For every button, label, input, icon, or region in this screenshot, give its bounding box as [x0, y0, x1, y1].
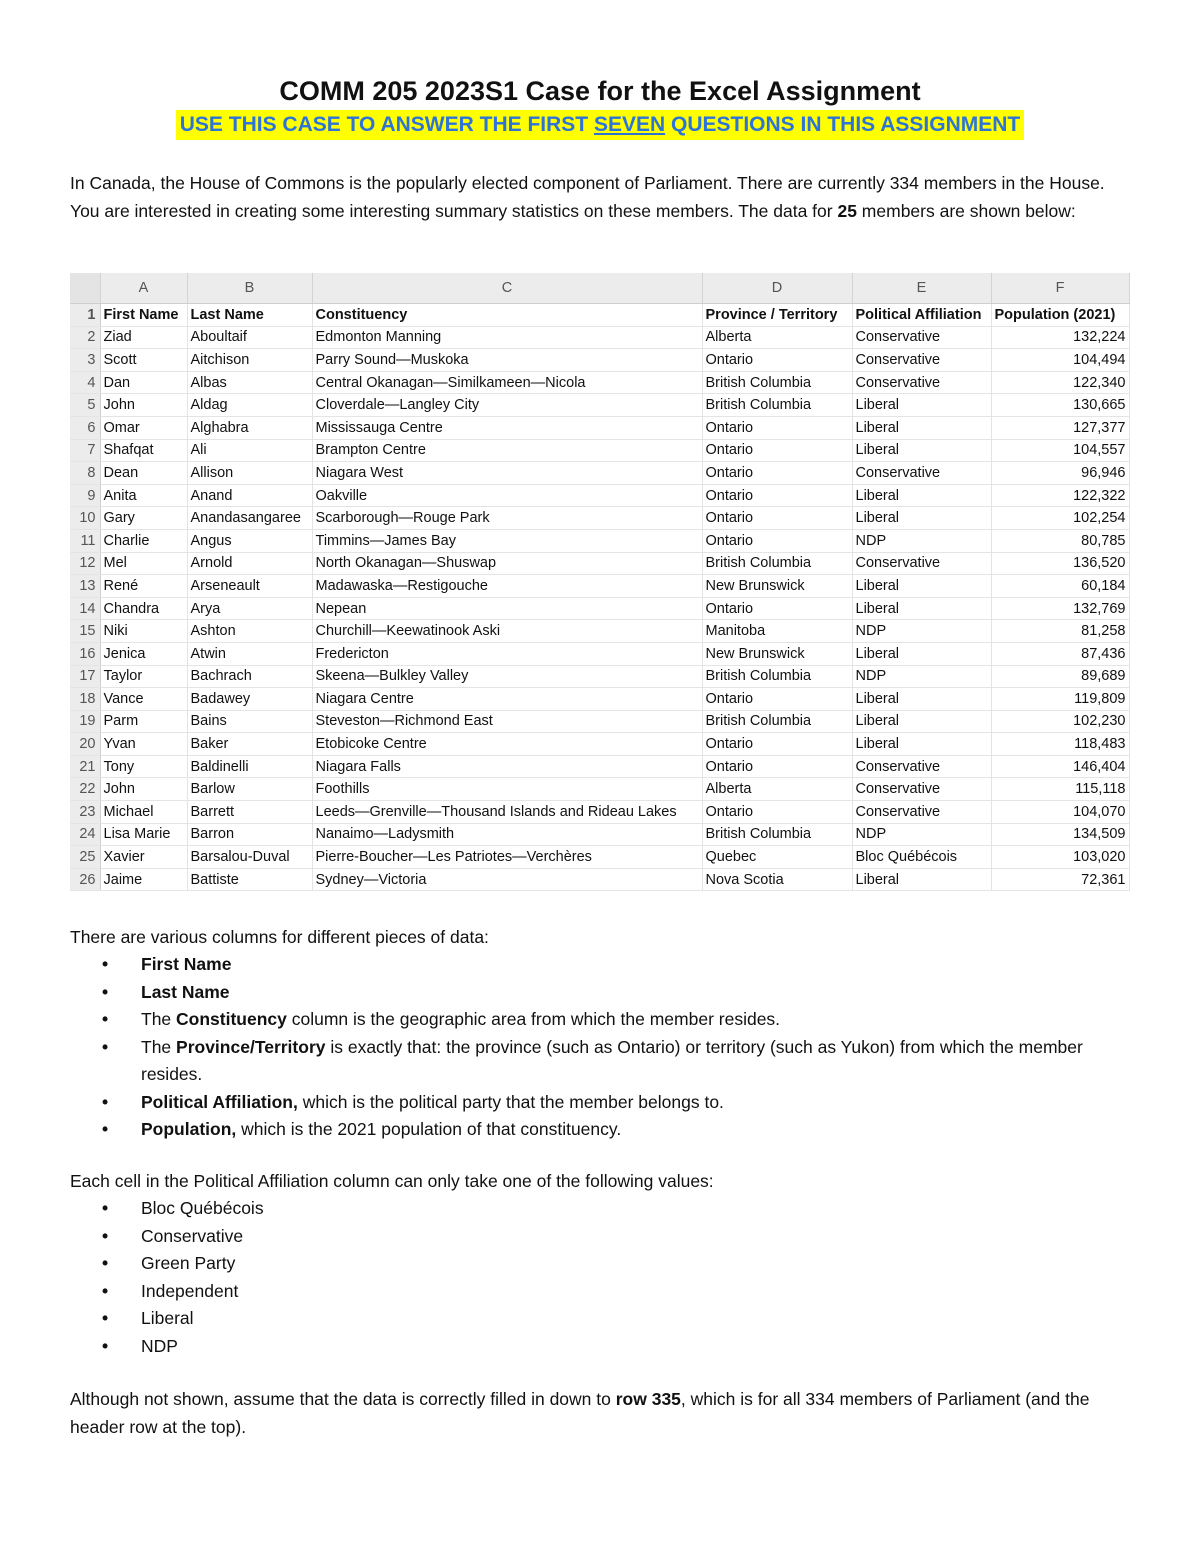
table-cell[interactable]: Nova Scotia — [702, 868, 852, 891]
table-cell[interactable]: Ziad — [100, 326, 187, 349]
table-cell[interactable]: Ontario — [702, 484, 852, 507]
table-cell[interactable]: Churchill—Keewatinook Aski — [312, 620, 702, 643]
table-cell[interactable]: 81,258 — [991, 620, 1129, 643]
table-cell[interactable]: Conservative — [852, 801, 991, 824]
row-number[interactable]: 15 — [70, 620, 100, 643]
item-post: is exactly that: the province (such as Ontario) or territory (such as Yukon) from which the member resides. — [141, 1036, 1083, 1084]
table-cell[interactable]: 122,340 — [991, 371, 1129, 394]
row-number[interactable]: 26 — [70, 868, 100, 891]
table-cell[interactable]: Dan — [100, 371, 187, 394]
table-cell[interactable]: John — [100, 394, 187, 417]
table-cell[interactable]: Leeds—Grenville—Thousand Islands and Rideau Lakes — [312, 801, 702, 824]
table-cell[interactable]: 103,020 — [991, 846, 1129, 869]
table-cell[interactable]: Taylor — [100, 665, 187, 688]
row-number[interactable]: 24 — [70, 823, 100, 846]
table-cell[interactable]: Liberal — [852, 416, 991, 439]
header-row — [70, 304, 1129, 327]
item-bold: Province/Territory — [176, 1036, 326, 1057]
table-cell[interactable]: Tony — [100, 755, 187, 778]
table-cell[interactable]: Ontario — [702, 597, 852, 620]
spreadsheet-table — [70, 273, 1130, 891]
table-cell[interactable]: 132,224 — [991, 326, 1129, 349]
intro-part1: In Canada, the House of Commons is the popularly elected component of Parliament. There are currently 334 members in the House. You are interested in creating some interesting summary statistics on these members. The data for — [70, 173, 1105, 221]
table-cell[interactable]: Baker — [187, 733, 312, 756]
column-letter[interactable]: F — [991, 273, 1129, 304]
table-cell[interactable]: Nanaimo—Ladysmith — [312, 823, 702, 846]
table-cell[interactable]: Niki — [100, 620, 187, 643]
table-cell[interactable]: Conservative — [852, 778, 991, 801]
table-cell[interactable]: Yvan — [100, 733, 187, 756]
list-item — [70, 1006, 1130, 1034]
table-cell[interactable]: 122,322 — [991, 484, 1129, 507]
table-cell[interactable]: Omar — [100, 416, 187, 439]
row-number[interactable]: 23 — [70, 801, 100, 824]
table-cell[interactable]: Angus — [187, 529, 312, 552]
subtitle-after: QUESTIONS IN THIS ASSIGNMENT — [665, 113, 1021, 136]
sheet-corner[interactable] — [70, 273, 100, 304]
table-cell[interactable]: Lisa Marie — [100, 823, 187, 846]
table-cell[interactable]: Barsalou-Duval — [187, 846, 312, 869]
table-cell[interactable]: British Columbia — [702, 552, 852, 575]
columns-list — [70, 951, 1130, 1144]
table-cell[interactable]: 104,070 — [991, 801, 1129, 824]
closing-part1: Although not shown, assume that the data is correctly filled in down to — [70, 1389, 616, 1409]
table-cell[interactable]: 102,254 — [991, 507, 1129, 530]
row-number[interactable]: 12 — [70, 552, 100, 575]
column-letter[interactable]: D — [702, 273, 852, 304]
table-row — [70, 846, 1129, 869]
affiliation-value: Green Party — [141, 1253, 236, 1273]
table-cell[interactable]: Niagara Centre — [312, 688, 702, 711]
table-cell[interactable]: Niagara West — [312, 462, 702, 485]
table-cell[interactable]: Liberal — [852, 597, 991, 620]
closing-bold: row 335 — [615, 1389, 681, 1409]
table-cell[interactable]: John — [100, 778, 187, 801]
intro-paragraph — [70, 170, 1130, 225]
closing-part2: , which is for all 334 members of Parliament (and the header row at the top). — [70, 1389, 1090, 1437]
table-cell[interactable]: Chandra — [100, 597, 187, 620]
table-cell[interactable]: Conservative — [852, 552, 991, 575]
row-number[interactable]: 14 — [70, 597, 100, 620]
table-cell[interactable]: Albas — [187, 371, 312, 394]
table-cell[interactable]: Alghabra — [187, 416, 312, 439]
table-cell[interactable]: Nepean — [312, 597, 702, 620]
list-item — [70, 1089, 1130, 1117]
table-cell[interactable]: Ontario — [702, 733, 852, 756]
list-item — [70, 1305, 1130, 1333]
row-number[interactable]: 22 — [70, 778, 100, 801]
table-cell[interactable]: Liberal — [852, 507, 991, 530]
table-cell[interactable]: Dean — [100, 462, 187, 485]
table-cell[interactable]: 104,557 — [991, 439, 1129, 462]
table-cell[interactable]: Anand — [187, 484, 312, 507]
closing-paragraph — [70, 1386, 1130, 1441]
item-post: column is the geographic area from which the member resides. — [286, 1009, 781, 1029]
table-cell[interactable]: Alberta — [702, 778, 852, 801]
table-cell[interactable]: Foothills — [312, 778, 702, 801]
row-number[interactable]: 9 — [70, 484, 100, 507]
table-cell[interactable]: New Brunswick — [702, 575, 852, 598]
table-cell[interactable]: Ontario — [702, 349, 852, 372]
table-cell[interactable]: British Columbia — [702, 371, 852, 394]
table-row — [70, 733, 1129, 756]
table-row — [70, 597, 1129, 620]
list-item — [70, 1116, 1130, 1144]
row-number[interactable]: 1 — [70, 304, 100, 327]
header-cell[interactable]: Constituency — [312, 304, 702, 327]
table-cell[interactable]: Skeena—Bulkley Valley — [312, 665, 702, 688]
column-letter[interactable]: E — [852, 273, 991, 304]
table-row — [70, 575, 1129, 598]
table-row — [70, 394, 1129, 417]
column-letter[interactable]: B — [187, 273, 312, 304]
table-cell[interactable]: Conservative — [852, 755, 991, 778]
bullet-icon: • — [102, 1335, 109, 1356]
table-cell[interactable]: 146,404 — [991, 755, 1129, 778]
column-letter-row — [70, 273, 1129, 304]
table-cell[interactable]: Manitoba — [702, 620, 852, 643]
bullet-icon: • — [102, 1119, 109, 1139]
item-bold: Last Name — [141, 981, 230, 1002]
table-cell[interactable]: 118,483 — [991, 733, 1129, 756]
row-number[interactable]: 13 — [70, 575, 100, 598]
table-cell[interactable]: Liberal — [852, 484, 991, 507]
column-letter[interactable]: A — [100, 273, 187, 304]
table-cell[interactable]: 132,769 — [991, 597, 1129, 620]
table-cell[interactable]: Alberta — [702, 326, 852, 349]
item-bold: First Name — [141, 954, 232, 974]
affiliation-value: Independent — [141, 1280, 239, 1301]
table-cell[interactable]: Ontario — [702, 755, 852, 778]
table-cell[interactable]: NDP — [852, 665, 991, 688]
table-row — [70, 823, 1129, 846]
list-item — [70, 1333, 1130, 1361]
table-row — [70, 326, 1129, 349]
affiliation-value: Bloc Québécois — [141, 1198, 264, 1218]
table-row — [70, 778, 1129, 801]
sheet-body — [70, 304, 1129, 891]
table-row — [70, 439, 1129, 462]
table-cell[interactable]: Badawey — [187, 688, 312, 711]
table-cell[interactable]: Ontario — [702, 801, 852, 824]
table-row — [70, 688, 1129, 711]
item-post: which is the political party that the member belongs to. — [297, 1091, 724, 1112]
list-item — [70, 1278, 1130, 1306]
table-cell[interactable]: Atwin — [187, 642, 312, 665]
table-cell[interactable]: Ontario — [702, 416, 852, 439]
table-cell[interactable]: Vance — [100, 688, 187, 711]
table-cell[interactable]: Liberal — [852, 642, 991, 665]
table-cell[interactable]: Aboultaif — [187, 326, 312, 349]
table-cell[interactable]: Pierre-Boucher—Les Patriotes—Verchères — [312, 846, 702, 869]
table-cell[interactable]: Parry Sound—Muskoka — [312, 349, 702, 372]
table-row — [70, 755, 1129, 778]
table-cell[interactable]: Liberal — [852, 688, 991, 711]
table-cell[interactable]: Conservative — [852, 371, 991, 394]
table-cell[interactable]: 115,118 — [991, 778, 1129, 801]
table-cell[interactable]: Barron — [187, 823, 312, 846]
row-number[interactable]: 21 — [70, 755, 100, 778]
header-cell[interactable]: Political Affiliation — [852, 304, 991, 327]
table-row — [70, 349, 1129, 372]
table-cell[interactable]: Ontario — [702, 529, 852, 552]
table-cell[interactable]: Charlie — [100, 529, 187, 552]
table-cell[interactable]: British Columbia — [702, 394, 852, 417]
bullet-icon: • — [102, 1280, 109, 1301]
list-item — [70, 951, 1130, 979]
bullet-icon: • — [102, 1308, 109, 1328]
table-cell[interactable]: British Columbia — [702, 710, 852, 733]
table-cell[interactable]: Arya — [187, 597, 312, 620]
table-cell[interactable]: Quebec — [702, 846, 852, 869]
table-cell[interactable]: Shafqat — [100, 439, 187, 462]
table-cell[interactable]: Aitchison — [187, 349, 312, 372]
header-cell[interactable]: Province / Territory — [702, 304, 852, 327]
table-cell[interactable]: Conservative — [852, 326, 991, 349]
table-cell[interactable]: 127,377 — [991, 416, 1129, 439]
table-cell[interactable]: Jenica — [100, 642, 187, 665]
table-cell[interactable]: Gary — [100, 507, 187, 530]
table-cell[interactable]: Mississauga Centre — [312, 416, 702, 439]
table-cell[interactable]: Aldag — [187, 394, 312, 417]
row-number[interactable]: 8 — [70, 462, 100, 485]
row-number[interactable]: 2 — [70, 326, 100, 349]
row-number[interactable]: 18 — [70, 688, 100, 711]
table-cell[interactable]: Liberal — [852, 868, 991, 891]
item-pre: The — [141, 1009, 177, 1029]
table-cell[interactable]: 136,520 — [991, 552, 1129, 575]
table-cell[interactable]: 134,509 — [991, 823, 1129, 846]
table-cell[interactable]: Scarborough—Rouge Park — [312, 507, 702, 530]
column-letter[interactable]: C — [312, 273, 702, 304]
list-item — [70, 1223, 1130, 1251]
item-bold: Population, — [141, 1119, 237, 1139]
table-cell[interactable]: Barrett — [187, 801, 312, 824]
table-cell[interactable]: Xavier — [100, 846, 187, 869]
bullet-icon: • — [102, 981, 109, 1002]
bullet-icon: • — [102, 954, 109, 974]
table-cell[interactable]: Niagara Falls — [312, 755, 702, 778]
table-cell[interactable]: Michael — [100, 801, 187, 824]
table-cell[interactable]: Mel — [100, 552, 187, 575]
row-number[interactable]: 6 — [70, 416, 100, 439]
table-cell[interactable]: 72,361 — [991, 868, 1129, 891]
list-item — [70, 979, 1130, 1007]
table-cell[interactable]: Arseneault — [187, 575, 312, 598]
table-row — [70, 529, 1129, 552]
table-cell[interactable]: Brampton Centre — [312, 439, 702, 462]
table-cell[interactable]: Ali — [187, 439, 312, 462]
bullet-icon: • — [102, 1036, 109, 1057]
bullet-icon: • — [102, 1091, 109, 1112]
table-cell[interactable]: 80,785 — [991, 529, 1129, 552]
list-item — [70, 1195, 1130, 1223]
table-cell[interactable]: 87,436 — [991, 642, 1129, 665]
table-cell[interactable]: Etobicoke Centre — [312, 733, 702, 756]
bullet-icon: • — [102, 1009, 109, 1029]
table-row — [70, 801, 1129, 824]
subtitle-underlined: SEVEN — [593, 113, 666, 136]
table-row — [70, 642, 1129, 665]
item-post: which is the 2021 population of that constituency. — [236, 1119, 622, 1139]
row-number[interactable]: 5 — [70, 394, 100, 417]
table-row — [70, 868, 1129, 891]
table-cell[interactable]: NDP — [852, 529, 991, 552]
row-number[interactable]: 16 — [70, 642, 100, 665]
table-cell[interactable]: Anita — [100, 484, 187, 507]
table-cell[interactable]: Allison — [187, 462, 312, 485]
table-cell[interactable]: Fredericton — [312, 642, 702, 665]
table-cell[interactable]: 60,184 — [991, 575, 1129, 598]
table-cell[interactable]: Ontario — [702, 688, 852, 711]
table-cell[interactable]: Steveston—Richmond East — [312, 710, 702, 733]
table-cell[interactable]: North Okanagan—Shuswap — [312, 552, 702, 575]
table-cell[interactable]: British Columbia — [702, 665, 852, 688]
table-cell[interactable]: Scott — [100, 349, 187, 372]
table-cell[interactable]: Bachrach — [187, 665, 312, 688]
table-cell[interactable]: 130,665 — [991, 394, 1129, 417]
document-title: COMM 205 2023S1 Case for the Excel Assignment — [279, 76, 921, 106]
row-number[interactable]: 7 — [70, 439, 100, 462]
table-cell[interactable]: British Columbia — [702, 823, 852, 846]
highlighted-subtitle — [176, 110, 1025, 140]
table-cell[interactable]: Oakville — [312, 484, 702, 507]
table-cell[interactable]: New Brunswick — [702, 642, 852, 665]
intro-bold-count: 25 — [837, 200, 857, 221]
table-cell[interactable]: 96,946 — [991, 462, 1129, 485]
affiliation-list — [70, 1195, 1130, 1360]
bullet-icon: • — [102, 1253, 109, 1273]
list-item — [70, 1034, 1130, 1089]
table-cell[interactable]: Jaime — [100, 868, 187, 891]
table-row — [70, 507, 1129, 530]
table-cell[interactable]: Barlow — [187, 778, 312, 801]
affiliation-value: Conservative — [141, 1225, 244, 1246]
bullet-icon: • — [102, 1225, 109, 1246]
table-cell[interactable]: Liberal — [852, 439, 991, 462]
table-cell[interactable]: Conservative — [852, 349, 991, 372]
affiliation-intro: Each cell in the Political Affiliation column can only take one of the following values: — [70, 1171, 714, 1191]
header-cell[interactable]: First Name — [100, 304, 187, 327]
table-cell[interactable]: 104,494 — [991, 349, 1129, 372]
table-cell[interactable]: Liberal — [852, 394, 991, 417]
table-cell[interactable]: Baldinelli — [187, 755, 312, 778]
table-cell[interactable]: Conservative — [852, 462, 991, 485]
table-row — [70, 620, 1129, 643]
header-cell[interactable]: Population (2021) — [991, 304, 1129, 327]
table-row — [70, 462, 1129, 485]
table-row — [70, 484, 1129, 507]
table-cell[interactable]: Bains — [187, 710, 312, 733]
row-number[interactable]: 4 — [70, 371, 100, 394]
table-row — [70, 416, 1129, 439]
item-pre: The — [141, 1036, 177, 1057]
table-cell[interactable]: Timmins—James Bay — [312, 529, 702, 552]
table-cell[interactable]: Anandasangaree — [187, 507, 312, 530]
table-cell[interactable]: René — [100, 575, 187, 598]
row-number[interactable]: 19 — [70, 710, 100, 733]
table-row — [70, 552, 1129, 575]
table-cell[interactable]: Arnold — [187, 552, 312, 575]
affiliation-value: Liberal — [141, 1308, 194, 1328]
table-cell[interactable]: Parm — [100, 710, 187, 733]
table-row — [70, 710, 1129, 733]
header-cell[interactable]: Last Name — [187, 304, 312, 327]
affiliation-value: NDP — [141, 1335, 178, 1356]
item-bold: Constituency — [176, 1009, 287, 1029]
list-item — [70, 1250, 1130, 1278]
table-cell[interactable]: Madawaska—Restigouche — [312, 575, 702, 598]
table-cell[interactable]: 89,689 — [991, 665, 1129, 688]
table-cell[interactable]: Edmonton Manning — [312, 326, 702, 349]
row-number[interactable]: 11 — [70, 529, 100, 552]
intro-part2: members are shown below: — [856, 200, 1076, 221]
row-number[interactable]: 10 — [70, 507, 100, 530]
columns-intro: There are various columns for different pieces of data: — [70, 927, 489, 947]
table-cell[interactable]: Sydney—Victoria — [312, 868, 702, 891]
table-cell[interactable]: Cloverdale—Langley City — [312, 394, 702, 417]
subtitle-wrap — [0, 110, 1200, 140]
bullet-icon: • — [102, 1198, 109, 1218]
item-bold: Political Affiliation, — [141, 1091, 298, 1112]
table-cell[interactable]: 119,809 — [991, 688, 1129, 711]
table-cell[interactable]: Ontario — [702, 439, 852, 462]
table-cell[interactable]: Ashton — [187, 620, 312, 643]
table-cell[interactable]: Liberal — [852, 710, 991, 733]
row-number[interactable]: 25 — [70, 846, 100, 869]
row-number[interactable]: 20 — [70, 733, 100, 756]
table-cell[interactable]: Central Okanagan—Similkameen—Nicola — [312, 371, 702, 394]
table-cell[interactable]: Bloc Québécois — [852, 846, 991, 869]
row-number[interactable]: 17 — [70, 665, 100, 688]
table-cell[interactable]: Ontario — [702, 507, 852, 530]
table-cell[interactable]: NDP — [852, 620, 991, 643]
table-cell[interactable]: Battiste — [187, 868, 312, 891]
table-row — [70, 371, 1129, 394]
table-cell[interactable]: Liberal — [852, 733, 991, 756]
table-cell[interactable]: 102,230 — [991, 710, 1129, 733]
table-cell[interactable]: Liberal — [852, 575, 991, 598]
table-cell[interactable]: NDP — [852, 823, 991, 846]
row-number[interactable]: 3 — [70, 349, 100, 372]
table-row — [70, 665, 1129, 688]
table-cell[interactable]: Ontario — [702, 462, 852, 485]
subtitle-before: USE THIS CASE TO ANSWER THE FIRST — [179, 113, 594, 136]
